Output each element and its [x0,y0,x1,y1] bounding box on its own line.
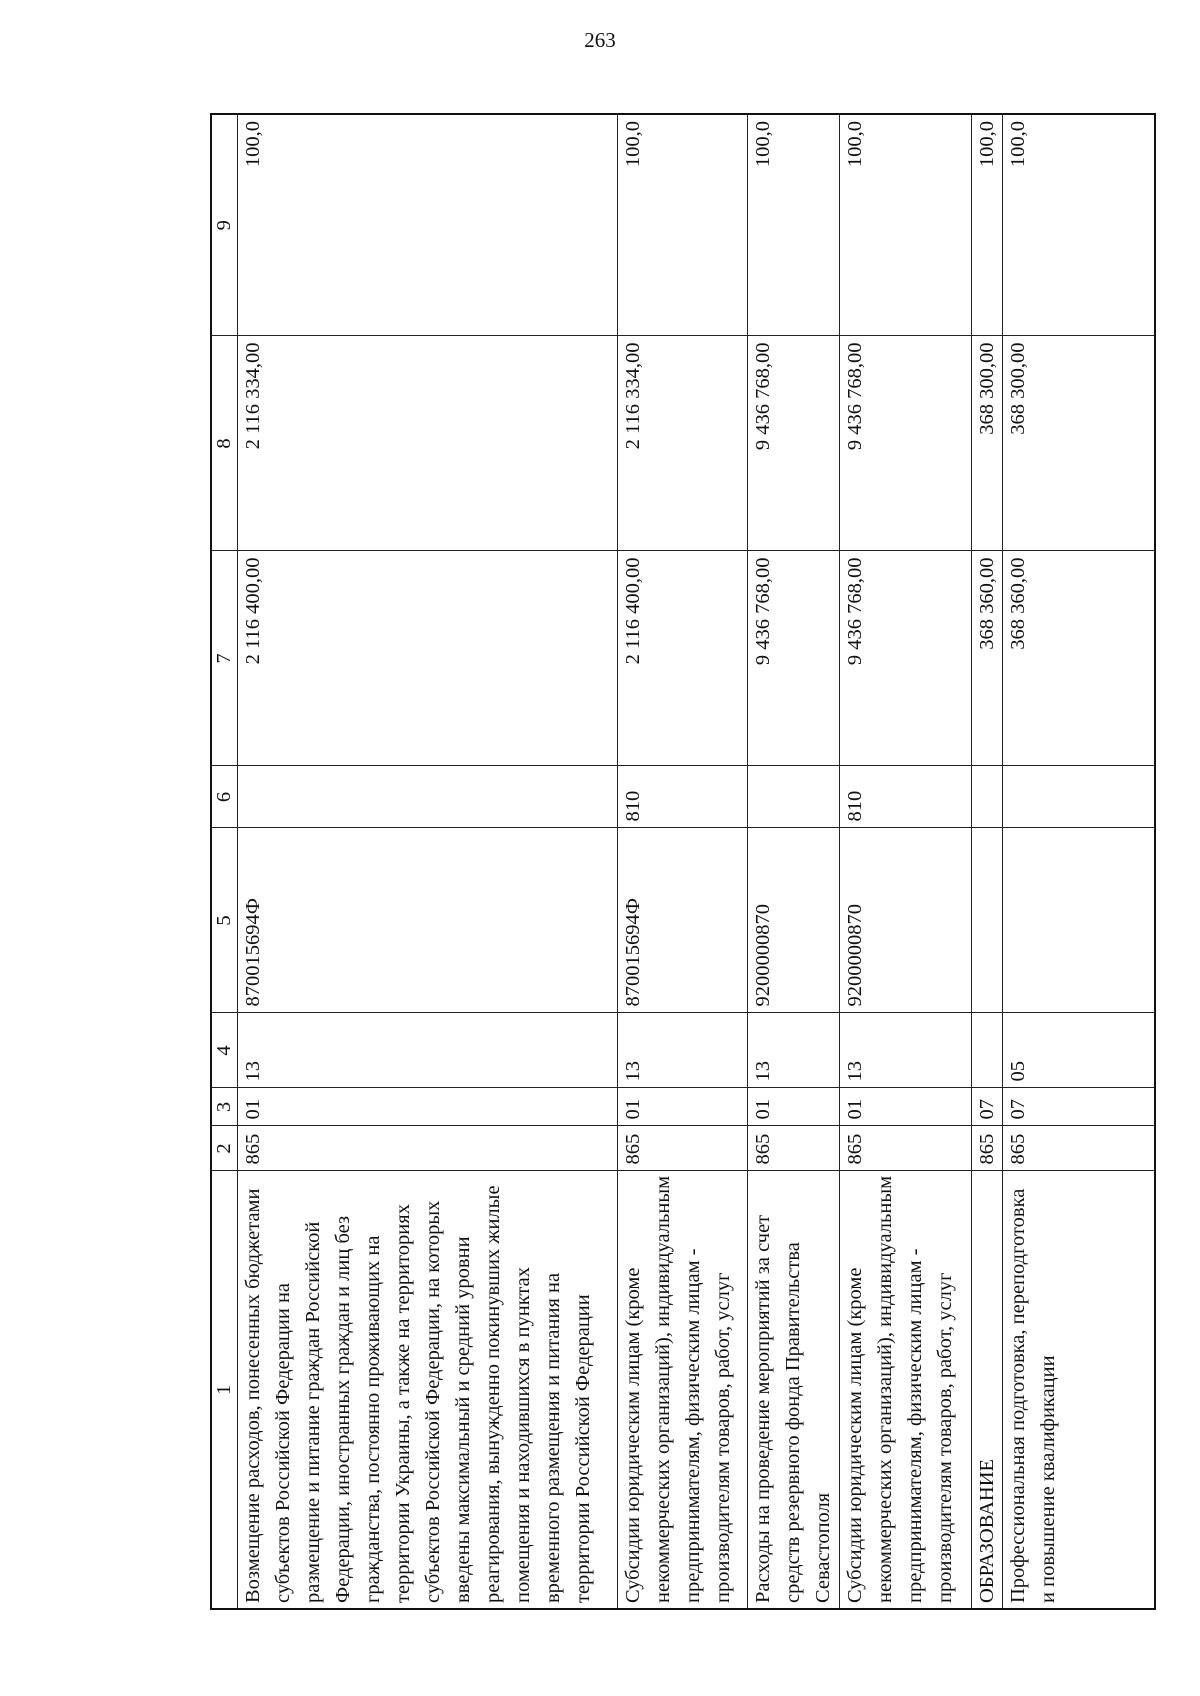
header-cell: 8 [211,336,238,551]
cell-subsection: 13 [840,1013,972,1088]
header-cell: 7 [211,551,238,766]
cell-actual: 2 116 334,00 [618,336,748,551]
cell-subsection: 05 [1003,1013,1155,1088]
cell-code: 865 [238,1126,618,1171]
cell-percent: 100,0 [1003,114,1155,336]
cell-percent: 100,0 [971,114,1002,336]
cell-type [747,766,839,828]
budget-table [210,113,1156,1610]
cell-subsection: 13 [238,1013,618,1088]
cell-target [971,828,1002,1013]
cell-type: 810 [618,766,748,828]
table-row [971,114,1002,1609]
cell-target [1003,828,1155,1013]
header-cell: 1 [211,1171,238,1609]
header-cell: 5 [211,828,238,1013]
cell-subsection [971,1013,1002,1088]
header-cell: 6 [211,766,238,828]
cell-actual: 2 116 334,00 [238,336,618,551]
cell-plan: 368 360,00 [1003,551,1155,766]
cell-type [971,766,1002,828]
header-cell: 2 [211,1126,238,1171]
cell-code: 865 [618,1126,748,1171]
row-description: Профессиональная подготовка, переподготовка и повышение квалификации [1003,1171,1155,1609]
header-cell: 9 [211,114,238,336]
cell-target: 9200000870 [840,828,972,1013]
cell-code: 865 [840,1126,972,1171]
cell-code: 865 [747,1126,839,1171]
header-cell: 3 [211,1088,238,1126]
cell-section: 01 [840,1088,972,1126]
cell-subsection: 13 [618,1013,748,1088]
cell-target: 9200000870 [747,828,839,1013]
cell-actual: 368 300,00 [1003,336,1155,551]
cell-section: 01 [747,1088,839,1126]
cell-section: 01 [618,1088,748,1126]
cell-actual: 9 436 768,00 [840,336,972,551]
cell-code: 865 [1003,1126,1155,1171]
table-row [238,114,618,1609]
page-number: 263 [584,28,616,52]
cell-type [238,766,618,828]
cell-section: 07 [1003,1088,1155,1126]
cell-plan: 9 436 768,00 [747,551,839,766]
cell-percent: 100,0 [618,114,748,336]
cell-section: 07 [971,1088,1002,1126]
table-row [1003,114,1155,1609]
rotated-table-container [210,115,1156,1610]
row-description: Возмещение расходов, понесенных бюджетами субъектов Российской Федерации на размещение и питание граждан Российской Федерации, иностранных граждан и лиц без гражданства, постоянно проживающих на территории Украины, а также на территориях субъектов Российской Федерации, на которых введены максимальный и средний уровни реагирования, вынужденно покинувших жилые помещения и находившихся в пунктах временного размещения и питания на территории Российской Федерации [238,1171,618,1609]
cell-type: 810 [840,766,972,828]
table-row [618,114,748,1609]
table-row [747,114,839,1609]
row-description: Субсидии юридическим лицам (кроме некоммерческих организаций), индивидуальным предпринимателям, физическим лицам - производителям товаров, работ, услуг [840,1171,972,1609]
row-description: Субсидии юридическим лицам (кроме некоммерческих организаций), индивидуальным предпринимателям, физическим лицам - производителям товаров, работ, услуг [618,1171,748,1609]
cell-target: 870015694Ф [618,828,748,1013]
cell-subsection: 13 [747,1013,839,1088]
cell-actual: 9 436 768,00 [747,336,839,551]
cell-code: 865 [971,1126,1002,1171]
cell-actual: 368 300,00 [971,336,1002,551]
cell-percent: 100,0 [238,114,618,336]
table-row [840,114,972,1609]
header-cell: 4 [211,1013,238,1088]
row-description: Расходы на проведение мероприятий за счет средств резервного фонда Правительства Севастополя [747,1171,839,1609]
cell-plan: 9 436 768,00 [840,551,972,766]
cell-plan: 2 116 400,00 [238,551,618,766]
cell-type [1003,766,1155,828]
table-header-row [211,114,238,1609]
cell-percent: 100,0 [840,114,972,336]
cell-plan: 368 360,00 [971,551,1002,766]
cell-plan: 2 116 400,00 [618,551,748,766]
cell-target: 870015694Ф [238,828,618,1013]
cell-section: 01 [238,1088,618,1126]
row-description: ОБРАЗОВАНИЕ [971,1171,1002,1609]
cell-percent: 100,0 [747,114,839,336]
